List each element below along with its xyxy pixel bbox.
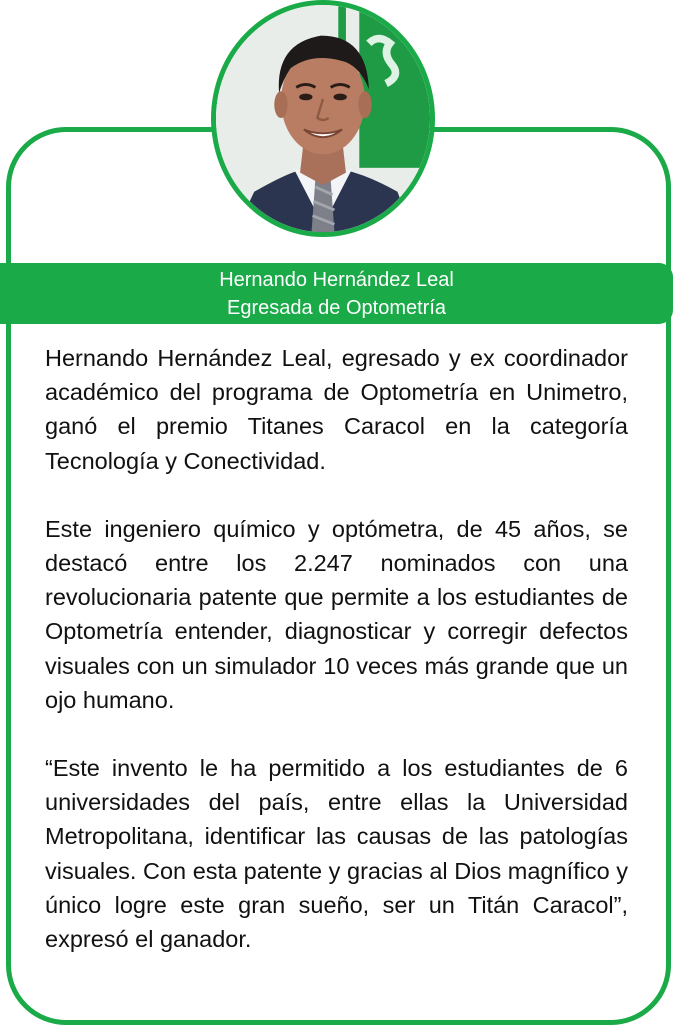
profile-name: Hernando Hernández Leal: [219, 269, 454, 291]
paragraph-3: “Este invento le ha permitido a los estudiantes de 6 universidades del país, entre ellas la Universidad Metropolitana, identificar las causas de las patologías visuales. Con esta patente y gracias al Dios magnífico y único logre este gran sueño, ser un Titán Caracol”, expresó el ganador.: [45, 755, 628, 953]
paragraph-2: Este ingeniero químico y optómetra, de 45 años, se destacó entre los 2.247 nominados con una revolucionaria patente que permite a los estudiantes de Optometría entender, diagnosticar y corregir defectos visuales con un simulador 10 veces más grande que un ojo humano.: [45, 515, 628, 713]
avatar: [211, 0, 435, 237]
portrait-photo: [216, 5, 430, 232]
article-body: [45, 341, 628, 990]
name-banner: [0, 263, 673, 324]
profile-subtitle: Egresada de Optometría: [226, 297, 446, 319]
paragraph-1: Hernando Hernández Leal, egresado y ex coordinador académico del programa de Optometría en Unimetro, ganó el premio Titanes Caracol en la categoría Tecnología y Conectividad.: [45, 345, 628, 474]
